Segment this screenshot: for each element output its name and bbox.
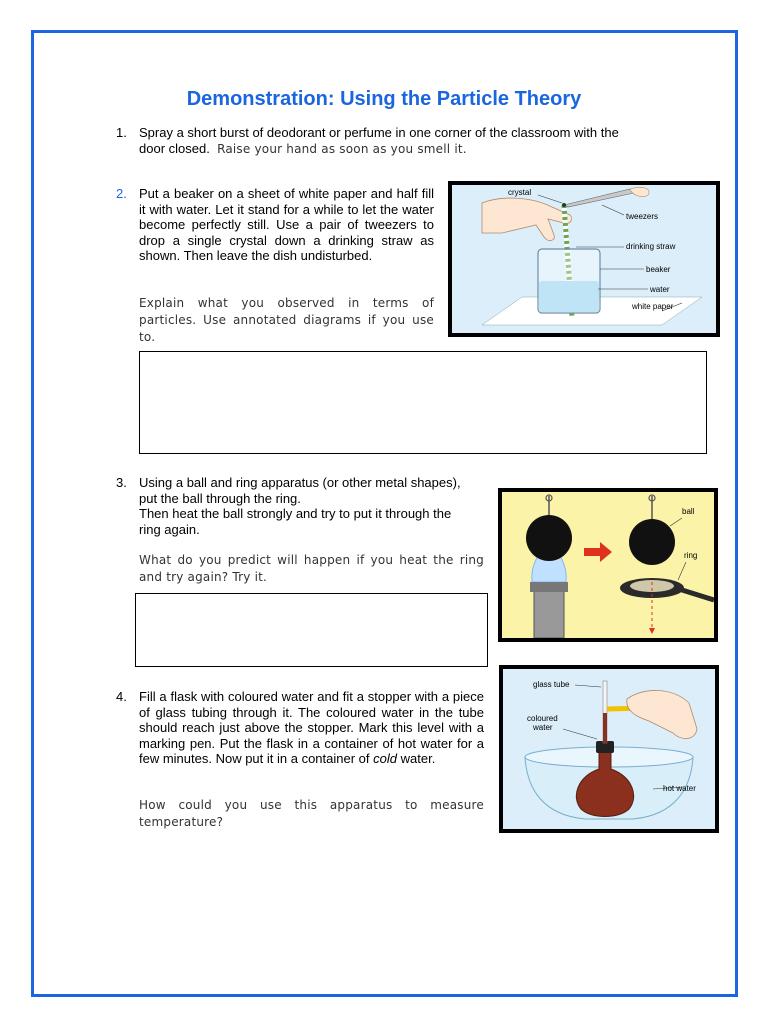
label-coloured-water: water (533, 723, 553, 732)
item-1-line1: Spray a short burst of deodorant or perfume in one corner of the classroom with the (139, 125, 619, 140)
item-4-text-italic: cold (373, 751, 397, 766)
tweezers-icon (564, 189, 634, 207)
item-3-line4: ring again. (139, 521, 200, 537)
flask-thermometer-figure (499, 665, 719, 833)
burner-shape (534, 588, 564, 638)
item-1-line2a: door closed. (139, 140, 210, 156)
label-coloured: coloured (527, 714, 558, 723)
item-4-text-after: water. (400, 751, 436, 766)
label-drinking-straw: drinking straw (626, 242, 676, 251)
item-3-number: 3. (116, 475, 127, 490)
item-2-text: Put a beaker on a sheet of white paper and half fill it with water. Let it stand for a while to let the water become perfectly still. Use a pair of tweezers to drop a single crystal down a drinking straw as shown. Then leave the dish undisturbed. (139, 186, 434, 263)
item-4-text (139, 689, 484, 767)
item-3-line3: Then heat the ball strongly and try to put it through the (139, 506, 452, 521)
item-3-line1: Using a ball and ring apparatus (or other metal shapes), (139, 475, 461, 490)
ball-ring-figure (498, 488, 718, 642)
item-1-number: 1. (116, 125, 127, 140)
label-water: water (650, 285, 670, 294)
label-white-paper: white paper (632, 302, 674, 311)
page-title: Demonstration: Using the Particle Theory (186, 88, 582, 110)
water-shape (539, 281, 599, 312)
item-1-line2b: Raise your hand as soon as you smell it. (217, 141, 467, 156)
label-ball: ball (682, 507, 695, 516)
item-3-text (139, 475, 489, 537)
item-1-line2 (139, 141, 679, 158)
item-4-text-before: Fill a flask with coloured water and fit a stopper with a piece of glass tubing through it. The coloured water in the tube should reach just above the stopper. Mark this level with a marking pen. Put the flask in a container of hot water for a few minutes. Now put it in a container of (139, 689, 484, 766)
item-3-line2: put the ball through the ring. (139, 490, 301, 506)
item-4-number: 4. (116, 689, 127, 704)
item-2-question: Explain what you observed in terms of particles. Use annotated diagrams if you use to. (139, 296, 434, 344)
answer-box-3[interactable] (135, 593, 488, 667)
label-tweezers: tweezers (626, 212, 659, 221)
arrow-right-icon (584, 542, 612, 562)
label-glass-tube: glass tube (533, 680, 570, 689)
item-3-question: What do you predict will happen if you heat the ring and try again? Try it. (139, 553, 484, 584)
label-hot-water: hot water (663, 784, 696, 793)
ball-right-shape (629, 519, 675, 565)
beaker-crystal-figure (448, 181, 720, 337)
hand-icon (482, 198, 572, 241)
item-1-text (139, 125, 679, 157)
hand-icon (627, 690, 697, 738)
ball-left-shape (526, 515, 572, 561)
label-crystal: crystal (508, 188, 532, 197)
item-4-question: How could you use this apparatus to measure temperature? (139, 798, 484, 829)
label-ring: ring (684, 551, 698, 560)
item-2-number: 2. (116, 186, 127, 201)
answer-box-2[interactable] (139, 351, 707, 454)
crystal-icon (562, 203, 566, 207)
label-beaker: beaker (646, 265, 671, 274)
